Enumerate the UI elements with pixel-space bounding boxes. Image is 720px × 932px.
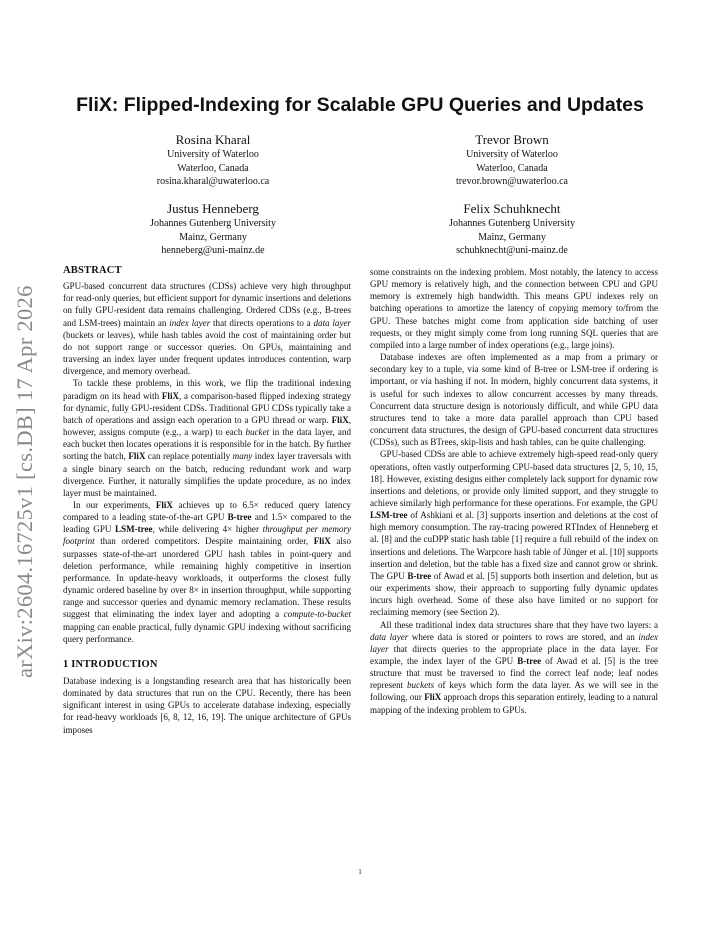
- author-email: rosina.kharal@uwaterloo.ca: [156, 176, 270, 187]
- author-email: henneberg@uni-mainz.de: [161, 245, 265, 256]
- author-location: Waterloo, Canada: [476, 162, 548, 174]
- introduction-paragraph: Database indexes are often implemented as a map from a primary or secondary key to a tuple, via some kind of B-tree or LSM-tree if ordering is important, or via hashing if not. In modern, highly concurrent data systems, it is useful for such indexes to allow concurrent accesses by many threads. Concurrent data structure design is notoriously difficult, and while GPU data structures tend to take a more data parallel approach than CPU based concurrent data structures, the design of GPU-based concurrent data structures (CDSs), such as BTrees, skip-lists and hash tables, can be quite challenging.: [370, 352, 658, 448]
- author-name: Rosina Kharal: [175, 132, 251, 147]
- author-name: Trevor Brown: [475, 132, 549, 147]
- introduction-paragraph: All these traditional index data structures share that they have two layers: a data layer where data is stored or pointers to rows are stored, and an index layer that directs queries to the appropriate place in the data layer. For example, the index layer of the GPU B-tree of Awad et al. [5] is the tree structure that must be traversed to find the correct leaf node; leaf nodes represent buckets of keys which form the data layer. As we will see in the following, our FliX approach drops this separation entirely, leading to a natural mapping of the indexing problem to GPUs.: [370, 619, 659, 715]
- author-location: Mainz, Germany: [179, 231, 247, 243]
- author-affiliation: Johannes Gutenberg University: [449, 218, 575, 229]
- author-block: [397, 131, 627, 189]
- author-location: Mainz, Germany: [478, 231, 546, 243]
- author-block: [98, 131, 328, 189]
- introduction-paragraph: Database indexing is a longstanding research area that has historically been dominated by data structures that run on the CPU. Recently, there has been significant interest in using GPUs to accelerate database indexing, especially for read-heavy workloads [6, 8, 12, 16, 19]. The unique architecture of GPUs imposes: [63, 676, 351, 735]
- author-location: Waterloo, Canada: [177, 162, 249, 174]
- abstract-heading: ABSTRACT: [63, 265, 122, 276]
- arxiv-identifier: arXiv:2604.16725v1 [cs.DB] 17 Apr 2026: [12, 285, 37, 678]
- author-block: [397, 200, 627, 258]
- author-email: schuhknecht@uni-mainz.de: [456, 245, 568, 256]
- page-number: 1: [358, 868, 362, 876]
- author-name: Justus Henneberg: [167, 201, 259, 216]
- author-name: Felix Schuhknecht: [463, 201, 561, 216]
- introduction-paragraph: GPU-based CDSs are able to achieve extremely high-speed read-only query operations, often vastly outperforming CPU-based data structures [2, 5, 10, 15, 18]. However, existing designs either completely lack support for dynamic row insertions and deletions, or provide only limited support, and they struggle to achieve similarly high performance for these operations. For example, the GPU LSM-tree of Ashkiani et al. [3] supports insertion and deletions at the cost of high memory consumption. The ray-tracing powered RTIndex of Henneberg et al. [8] and the cuDPP static hash table [1] require a full rebuild of the index on insertions and deletions. The Warpcore hash table of Jünger et al. [10] supports insertion and deletion, but the table has a fixed size and cannot grow or shrink. The GPU B-tree of Awad et al. [5] supports both insertion and deletion, but as our experiments show, their approach to supporting fully dynamic updates incurs high overhead. Some of these also have limited or no support for reclaiming memory (see Section 2).: [370, 449, 658, 618]
- right-column: [370, 266, 658, 716]
- author-affiliation: University of Waterloo: [167, 149, 259, 160]
- author-affiliation: Johannes Gutenberg University: [150, 218, 276, 229]
- abstract-paragraph: To tackle these problems, in this work, we flip the traditional indexing paradigm on its head with FliX, a comparison-based flipped indexing strategy for dynamic, fully GPU-resident CDSs. Traditional GPU CDSs typically take a batch of operations and assign each operation to a GPU thread or warp. FliX, however, assigns compute (e.g., a warp) to each bucket in the data layer, and each bucket then locates operations it is responsible for in the batch. By further sorting the batch, FliX can replace potentially many index layer traversals with a single binary search on the batch, reducing redundant work and warp divergence. Further, it naturally simplifies the update procedure, as no index layer must be maintained.: [63, 378, 351, 498]
- author-block: [98, 200, 328, 258]
- abstract-paragraph: In our experiments, FliX achieves up to 6.5× reduced query latency compared to a leading state-of-the-art GPU B-tree and 1.5× compared to the leading GPU LSM-tree, while delivering 4× higher throughput per memory footprint than ordered competitors. Despite maintaining order, FliX also surpasses state-of-the-art unordered GPU hash tables in point-query and deletion performance, while remaining highly competitive in insertion performance. In update-heavy workloads, it outperforms the closest fully dynamic ordered baseline by over 8× in insertion throughput, while supporting range and successor queries and dynamic memory reclamation. These results suggest that eliminating the index layer and adopting a compute-to-bucket mapping can enable practical, fully dynamic GPU indexing without sacrificing query performance.: [63, 499, 351, 644]
- introduction-paragraph: some constraints on the indexing problem. Most notably, the latency to access GPU memory is relatively high, and the connection between CPU and GPU memory is extremely high bandwidth. This means GPU indexes rely on batching operations to amortize the latency of copying memory to/from the GPU. These batches might come from application side batching of user requests, or they might simply come from long running SQL queries that are compiled into a large number of index operations (e.g., large joins).: [370, 267, 658, 350]
- abstract-paragraph: GPU-based concurrent data structures (CDSs) achieve very high throughput for read-only queries, but efficient support for dynamic insertions and deletions on fully GPU-resident data remains challenging. Ordered CDSs (e.g., B-trees and LSM-trees) maintain an index layer that directs operations to a data layer (buckets or leaves), while hash tables avoid the cost of maintaining order but do not support range or successor queries. On GPUs, maintaining and traversing an index layer under frequent updates introduces contention, warp divergence, and memory overhead.: [63, 281, 351, 377]
- left-column: [63, 265, 351, 736]
- introduction-heading: 1 INTRODUCTION: [63, 658, 158, 670]
- paper-title: FliX: Flipped-Indexing for Scalable GPU Queries and Updates: [76, 94, 644, 116]
- author-affiliation: University of Waterloo: [466, 149, 558, 160]
- author-email: trevor.brown@uwaterloo.ca: [456, 176, 568, 187]
